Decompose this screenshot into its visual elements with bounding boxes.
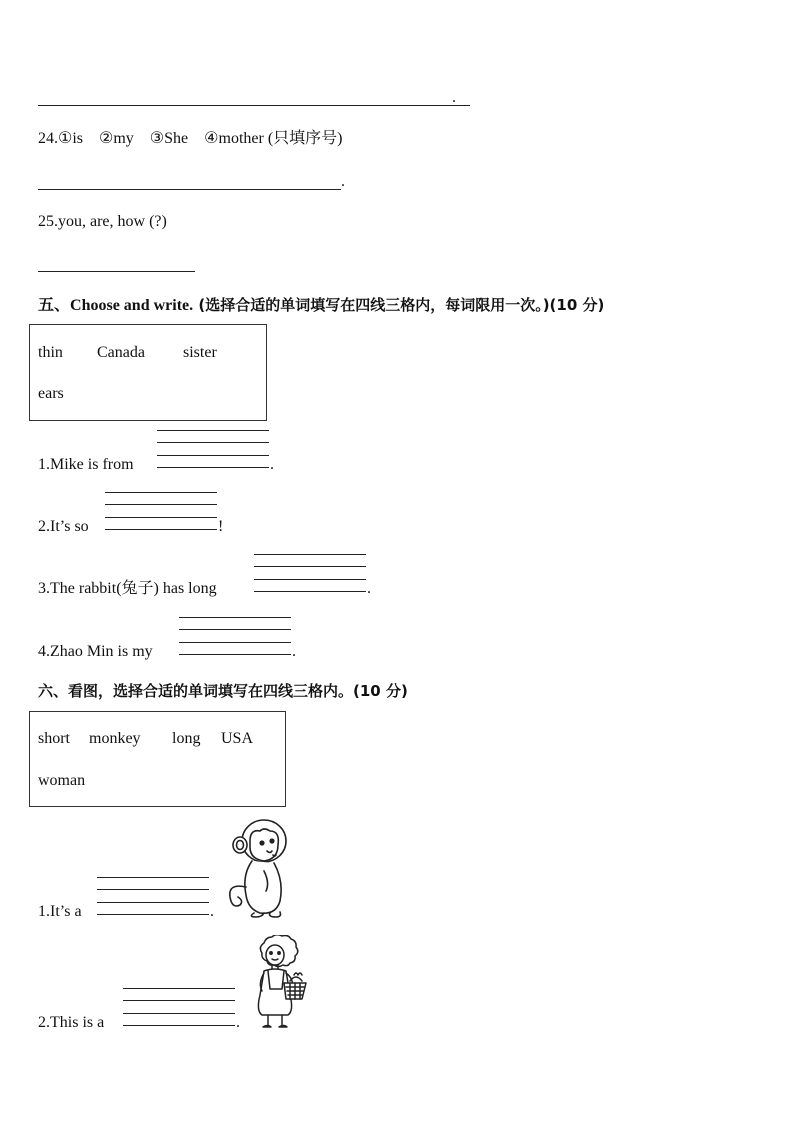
s5-item-4-four-line-box[interactable]: [179, 617, 291, 657]
answer-line-24-period: .: [341, 173, 345, 190]
section-5-title: Choose and write.: [70, 297, 194, 314]
question-24: 24.①is ②my ③She ④mother (只填序号): [38, 130, 343, 147]
answer-line-23-period: .: [452, 89, 456, 106]
answer-line-25[interactable]: [38, 271, 195, 272]
answer-line-23[interactable]: [38, 105, 470, 106]
answer-line-24[interactable]: [38, 189, 341, 190]
s5-item-1-four-line-box[interactable]: [157, 430, 269, 470]
section-6-heading: 六、看图，选择合适的单词填写在四线三格内。(10 分): [38, 682, 408, 700]
s5-item-1-end: .: [270, 456, 274, 473]
question-25: 25.you, are, how (?): [38, 213, 167, 230]
s5-item-3-four-line-box[interactable]: [254, 554, 366, 594]
word-bank-word: woman: [38, 772, 86, 789]
s5-item-3-end: .: [367, 580, 371, 597]
word-bank-word: ears: [38, 385, 64, 402]
s6-item-1-end: .: [210, 903, 214, 920]
s5-item-2-end: !: [218, 518, 224, 535]
section-5-word-box: [29, 324, 267, 421]
word-bank-word: Canada: [97, 344, 145, 361]
word-bank-word: sister: [183, 344, 217, 361]
woman-picture: [250, 935, 314, 1031]
s5-item-4-end: .: [292, 643, 296, 660]
s6-item-2-four-line-box[interactable]: [123, 988, 235, 1028]
section-6-word-box: [29, 711, 286, 807]
word-bank-word: long: [172, 730, 201, 747]
s6-item-1-text: 1.It’s a: [38, 903, 82, 920]
s6-item-2-end: .: [236, 1014, 240, 1031]
monkey-picture: [226, 817, 298, 919]
section-5-number: 五、: [38, 295, 71, 314]
s6-item-2-text: 2.This is a: [38, 1014, 105, 1031]
s6-item-1-four-line-box[interactable]: [97, 877, 209, 917]
word-bank-word: USA: [221, 730, 254, 747]
word-bank-word: thin: [38, 344, 63, 361]
word-bank-word: short: [38, 730, 70, 747]
s5-item-2-text: 2.It’s so: [38, 518, 89, 535]
section-5-heading: [38, 295, 604, 316]
s5-item-1-text: 1.Mike is from: [38, 456, 134, 473]
s5-item-4-text: 4.Zhao Min is my: [38, 643, 153, 660]
s5-item-3-text: 3.The rabbit(兔子) has long: [38, 580, 217, 597]
word-bank-word: monkey: [89, 730, 141, 747]
s5-item-2-four-line-box[interactable]: [105, 492, 217, 532]
section-5-instructions: (选择合适的单词填写在四线三格内，每词限用一次。)(10 分): [193, 296, 605, 314]
